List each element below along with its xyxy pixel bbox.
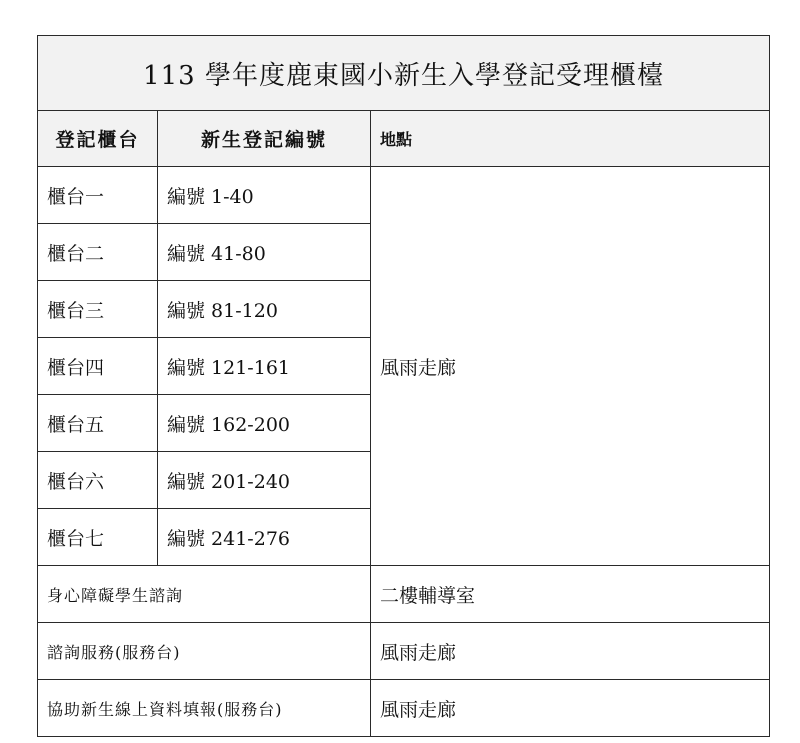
header-location: 地點 [371, 111, 770, 167]
counter-range: 編號 241-276 [158, 509, 371, 566]
counter-range: 編號 121-161 [158, 338, 371, 395]
counter-name: 櫃台二 [38, 224, 158, 281]
counter-name: 櫃台六 [38, 452, 158, 509]
counter-name: 櫃台一 [38, 167, 158, 224]
table-row [38, 167, 770, 224]
counter-name: 櫃台四 [38, 338, 158, 395]
counter-name: 櫃台三 [38, 281, 158, 338]
counter-name: 櫃台五 [38, 395, 158, 452]
counter-range: 編號 201-240 [158, 452, 371, 509]
service-row [38, 623, 770, 680]
registration-table [37, 35, 770, 737]
counter-name: 櫃台七 [38, 509, 158, 566]
counter-location: 風雨走廊 [371, 167, 770, 566]
service-location: 二樓輔導室 [371, 566, 770, 623]
service-row [38, 566, 770, 623]
header-counter: 登記櫃台 [38, 111, 158, 167]
counter-range: 編號 1-40 [158, 167, 371, 224]
counter-range: 編號 81-120 [158, 281, 371, 338]
table-title: 113 學年度鹿東國小新生入學登記受理櫃檯 [38, 36, 770, 111]
counter-range: 編號 162-200 [158, 395, 371, 452]
counter-range: 編號 41-80 [158, 224, 371, 281]
service-name: 協助新生線上資料填報(服務台) [38, 680, 371, 737]
service-row [38, 680, 770, 737]
service-location: 風雨走廊 [371, 623, 770, 680]
service-name: 諮詢服務(服務台) [38, 623, 371, 680]
service-name: 身心障礙學生諮詢 [38, 566, 371, 623]
header-number: 新生登記編號 [158, 111, 371, 167]
service-location: 風雨走廊 [371, 680, 770, 737]
header-row [38, 111, 770, 167]
